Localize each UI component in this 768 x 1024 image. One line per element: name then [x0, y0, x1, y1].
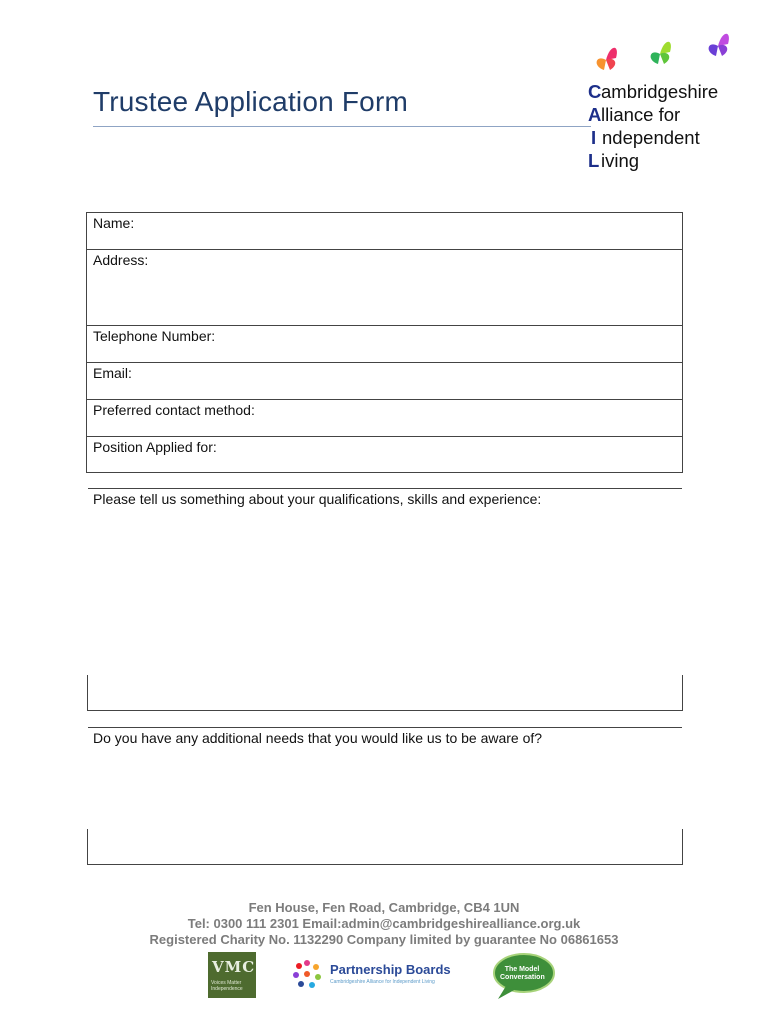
- footer-registration: Registered Charity No. 1132290 Company limited by guarantee No 06861653: [149, 932, 619, 947]
- logo-line-3: I ndependent: [591, 127, 700, 148]
- telephone-label: Telephone Number:: [93, 328, 216, 344]
- contact-method-field[interactable]: [87, 400, 683, 437]
- qualifications-top-rule: [88, 488, 682, 489]
- name-label: Name:: [93, 215, 135, 231]
- additional-needs-top-rule: [88, 727, 682, 728]
- telephone-field[interactable]: [87, 326, 683, 363]
- cail-logo: [584, 30, 764, 180]
- address-field[interactable]: [87, 250, 683, 326]
- email-field[interactable]: [87, 363, 683, 400]
- model-conversation-logo: The Model Conversation: [488, 952, 556, 1000]
- vmc-logo: VMC Voices Matter Independence: [208, 952, 256, 998]
- qualifications-answer-box[interactable]: [87, 675, 683, 711]
- additional-needs-question: Do you have any additional needs that you would like us to be aware of?: [93, 730, 543, 746]
- logo-line-4: Living: [588, 150, 640, 171]
- contact-method-label: Preferred contact method:: [93, 402, 255, 418]
- logo-line-2: Alliance for: [588, 104, 681, 125]
- footer-contact: Tel: 0300 111 2301 Email:admin@cambridgeshirealliance.org.uk: [187, 916, 581, 931]
- qualifications-question: Please tell us something about your qualifications, skills and experience:: [93, 491, 542, 507]
- email-label: Email:: [93, 365, 132, 381]
- footer-address: Fen House, Fen Road, Cambridge, CB4 1UN: [248, 900, 520, 915]
- partnership-boards-logo: Partnership Boards Cambridgeshire Alliance for Independent Living: [288, 956, 458, 992]
- additional-needs-answer-box[interactable]: [87, 829, 683, 865]
- title-underline: [93, 126, 591, 127]
- address-label: Address:: [93, 252, 149, 268]
- position-label: Position Applied for:: [93, 439, 217, 455]
- partnership-boards-icon: [288, 956, 328, 992]
- logo-line-1: Cambridgeshire: [588, 81, 719, 102]
- applicant-details-table: [86, 212, 683, 473]
- position-field[interactable]: [87, 437, 683, 473]
- name-field[interactable]: [87, 213, 683, 250]
- butterflies-icon: [584, 30, 764, 80]
- page-title: Trustee Application Form: [93, 86, 409, 117]
